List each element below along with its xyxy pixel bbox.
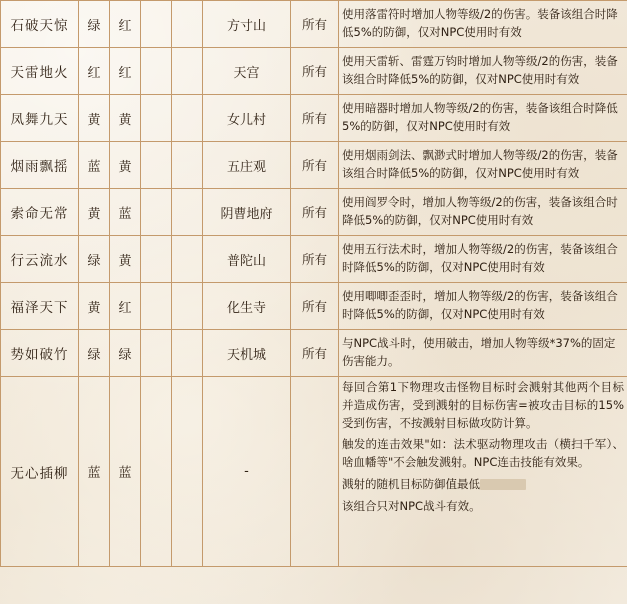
skill-blank-1: [141, 48, 172, 95]
skill-attr-1: 蓝: [79, 142, 110, 189]
skill-attr-1: 黄: [79, 189, 110, 236]
skill-blank-2: [172, 48, 203, 95]
skill-attr-2: 黄: [110, 95, 141, 142]
skill-description: 使用阎罗令时，增加人物等级/2的伤害，装备该组合时降低5%的防御，仅对NPC使用时有效: [339, 189, 627, 236]
skill-description: 使用天雷斩、雷霆万钧时增加人物等级/2的伤害，装备该组合时降低5%的防御，仅对NPC使用时有效: [339, 48, 627, 95]
skill-description-paragraph: 每回合第1下物理攻击怪物目标时会溅射其他两个目标并造成伤害，受到溅射的目标伤害=被攻击目标的15%受到伤害，不按溅射目标做攻防计算。: [342, 380, 624, 430]
skill-place: 女儿村: [203, 95, 291, 142]
skill-description: 与NPC战斗时，使用破击，增加人物等级*37%的固定伤害能力。: [339, 330, 627, 377]
skill-blank-2: [172, 142, 203, 189]
skill-attr-2: 红: [110, 1, 141, 48]
skill-description-text: 溅射的随机目标防御值最低: [342, 477, 480, 492]
table-row: [1, 48, 627, 95]
skill-description-paragraph: 触发的连击效果"如：法术驱动物理攻击（横扫千军）、啥血幡等"不会触发溅射。NPC连击技能有效果。: [342, 437, 624, 470]
skill-description-paragraph: [342, 476, 624, 494]
table-row: [1, 142, 627, 189]
skill-name: 行云流水: [1, 236, 79, 283]
skill-blank-2: [172, 236, 203, 283]
table-row: [1, 189, 627, 236]
table-row: [1, 330, 627, 377]
skill-description: 使用唧唧歪歪时，增加人物等级/2的伤害，装备该组合时降低5%的防御，仅对NPC使用时有效: [339, 283, 627, 330]
skill-blank-2: [172, 189, 203, 236]
skill-place: 普陀山: [203, 236, 291, 283]
skill-blank-1: [141, 330, 172, 377]
skill-blank-2: [172, 283, 203, 330]
skill-blank-2: [172, 95, 203, 142]
skill-attr-2: 红: [110, 283, 141, 330]
skill-place: 方寸山: [203, 1, 291, 48]
skill-race: 所有: [291, 283, 339, 330]
skill-place: 阴曹地府: [203, 189, 291, 236]
skill-attr-1: 黄: [79, 283, 110, 330]
table-row: [1, 1, 627, 48]
skill-race: 所有: [291, 48, 339, 95]
skill-attr-2: 蓝: [110, 377, 141, 567]
skill-description-paragraph: 该组合只对NPC战斗有效。: [342, 498, 481, 513]
skill-description: [339, 377, 627, 567]
skill-blank-1: [141, 1, 172, 48]
skill-description: 使用五行法术时，增加人物等级/2的伤害，装备该组合时降低5%的防御，仅对NPC使用时有效: [339, 236, 627, 283]
skill-attr-1: 黄: [79, 95, 110, 142]
skill-attr-2: 黄: [110, 142, 141, 189]
skill-description: 使用烟雨剑法、飘渺式时增加人物等级/2的伤害，装备该组合时降低5%的防御，仅对NPC使用时有效: [339, 142, 627, 189]
skill-name: 石破天惊: [1, 1, 79, 48]
skill-attr-1: 红: [79, 48, 110, 95]
redacted-text-block: [480, 479, 526, 490]
skill-place: 化生寺: [203, 283, 291, 330]
skill-place: 天机城: [203, 330, 291, 377]
skill-race: 所有: [291, 189, 339, 236]
skill-description: 使用落雷符时增加人物等级/2的伤害。装备该组合时降低5%的防御，仅对NPC使用时有效: [339, 1, 627, 48]
skill-attr-1: 绿: [79, 236, 110, 283]
skill-attr-1: 蓝: [79, 377, 110, 567]
skill-race: 所有: [291, 330, 339, 377]
skill-blank-1: [141, 95, 172, 142]
skill-name: 天雷地火: [1, 48, 79, 95]
skill-blank-2: [172, 377, 203, 567]
skill-place: 五庄观: [203, 142, 291, 189]
skill-race: 所有: [291, 236, 339, 283]
skill-attr-2: 蓝: [110, 189, 141, 236]
skill-race: 所有: [291, 1, 339, 48]
skill-attr-2: 绿: [110, 330, 141, 377]
table-row: [1, 236, 627, 283]
skill-description: 使用暗器时增加人物等级/2的伤害，装备该组合时降低5%的防御，仅对NPC使用时有效: [339, 95, 627, 142]
skill-name: 势如破竹: [1, 330, 79, 377]
skill-name: 烟雨飘摇: [1, 142, 79, 189]
table-row: [1, 95, 627, 142]
skill-race: 所有: [291, 142, 339, 189]
skill-place: -: [203, 377, 291, 567]
skill-blank-2: [172, 1, 203, 48]
skill-blank-1: [141, 377, 172, 567]
table-row: [1, 377, 627, 567]
table-row: [1, 283, 627, 330]
skill-name: 无心插柳: [1, 377, 79, 567]
skill-blank-2: [172, 330, 203, 377]
skill-blank-1: [141, 189, 172, 236]
skill-attr-2: 黄: [110, 236, 141, 283]
skill-name: 凤舞九天: [1, 95, 79, 142]
skill-race: [291, 377, 339, 567]
skill-blank-1: [141, 283, 172, 330]
skill-race: 所有: [291, 95, 339, 142]
skill-attr-1: 绿: [79, 330, 110, 377]
skill-place: 天宫: [203, 48, 291, 95]
skill-name: 索命无常: [1, 189, 79, 236]
skill-attr-1: 绿: [79, 1, 110, 48]
skill-name: 福泽天下: [1, 283, 79, 330]
skill-blank-1: [141, 236, 172, 283]
skill-blank-1: [141, 142, 172, 189]
skill-attr-2: 红: [110, 48, 141, 95]
